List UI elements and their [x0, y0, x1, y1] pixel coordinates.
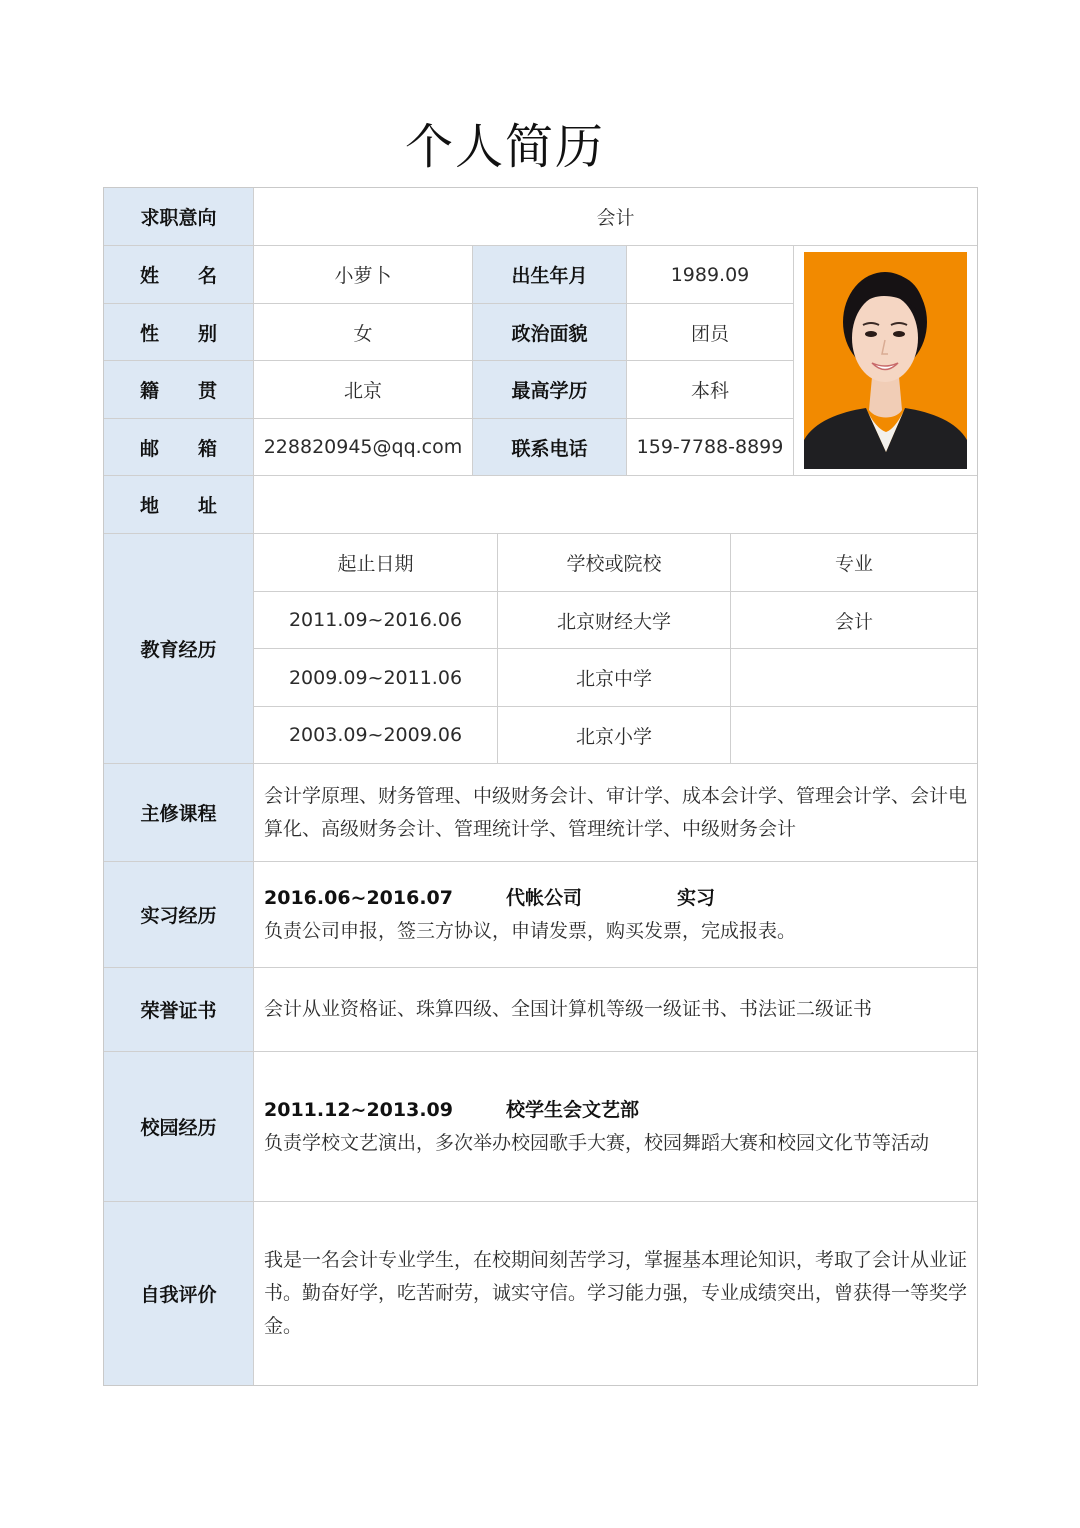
portrait-illustration — [804, 252, 967, 469]
value-origin: 北京 — [254, 361, 473, 419]
value-gender: 女 — [254, 304, 473, 361]
courses-cell — [254, 764, 977, 862]
edu-row-1-dates: 2011.09~2016.06 — [254, 592, 498, 649]
value-job-intent: 会计 — [254, 188, 977, 246]
edu-row-2-school: 北京中学 — [498, 649, 731, 707]
resume-table — [103, 187, 978, 1386]
label-address-char-1: 地 — [140, 495, 160, 517]
edu-row-3-dates: 2003.09~2009.06 — [254, 707, 498, 764]
label-politics: 政治面貌 — [473, 304, 627, 361]
label-origin-char-2: 贯 — [197, 380, 217, 402]
label-origin-char-1: 籍 — [140, 380, 160, 402]
internship-role: 实习 — [677, 886, 716, 909]
honors-cell — [254, 968, 977, 1052]
self-eval-cell — [254, 1202, 977, 1385]
label-degree: 最高学历 — [473, 361, 627, 419]
edu-row-1-school: 北京财经大学 — [498, 592, 731, 649]
value-birth: 1989.09 — [627, 246, 794, 304]
edu-row-2-dates: 2009.09~2011.06 — [254, 649, 498, 707]
internship-period: 2016.06~2016.07 — [264, 886, 453, 909]
label-gender-char-2: 别 — [197, 322, 217, 345]
self-eval-text: 我是一名会计专业学生，在校期间刻苦学习，掌握基本理论知识，考取了会计从业证书。勤奋好学，吃苦耐劳，诚实守信。学习能力强，专业成绩突出，曾获得一等奖学金。 — [264, 1249, 968, 1337]
edu-header-major: 专业 — [731, 534, 977, 592]
label-address-char-2: 址 — [197, 495, 217, 517]
label-name-char-1: 姓 — [140, 265, 160, 287]
internship-cell — [254, 862, 977, 968]
value-email: 228820945@qq.com — [254, 419, 473, 476]
edu-row-3-major — [731, 707, 977, 764]
label-internship: 实习经历 — [104, 862, 254, 968]
internship-heading — [264, 882, 969, 915]
label-name-char-2: 名 — [197, 265, 217, 287]
internship-description: 负责公司申报，签三方协议，申请发票，购买发票，完成报表。 — [264, 919, 797, 942]
edu-row-1-major: 会计 — [731, 592, 977, 649]
value-address — [254, 476, 977, 534]
campus-org: 校学生会文艺部 — [506, 1098, 640, 1121]
label-birth: 出生年月 — [473, 246, 627, 304]
label-campus: 校园经历 — [104, 1052, 254, 1202]
photo-cell — [794, 246, 977, 476]
label-email-char-1: 邮 — [140, 437, 160, 460]
edu-header-dates: 起止日期 — [254, 534, 498, 592]
label-email-char-2: 箱 — [197, 437, 217, 460]
value-degree: 本科 — [627, 361, 794, 419]
label-phone: 联系电话 — [473, 419, 627, 476]
value-name: 小萝卜 — [254, 246, 473, 304]
honors-text: 会计从业资格证、珠算四级、全国计算机等级一级证书、书法证二级证书 — [264, 998, 873, 1020]
label-job-intent: 求职意向 — [104, 188, 254, 246]
campus-description: 负责学校文艺演出，多次举办校园歌手大赛，校园舞蹈大赛和校园文化节等活动 — [264, 1131, 930, 1154]
campus-period: 2011.12~2013.09 — [264, 1098, 453, 1121]
label-honors: 荣誉证书 — [104, 968, 254, 1052]
page-title: 个人简历 — [404, 119, 605, 175]
value-politics: 团员 — [627, 304, 794, 361]
profile-photo — [804, 252, 967, 469]
label-address — [104, 476, 254, 534]
value-phone: 159-7788-8899 — [627, 419, 794, 476]
label-name — [104, 246, 254, 304]
courses-text: 会计学原理、财务管理、中级财务会计、审计学、成本会计学、管理会计学、会计电算化、高级财务会计、管理统计学、管理统计学、中级财务会计 — [264, 784, 968, 840]
edu-row-2-major — [731, 649, 977, 707]
label-education: 教育经历 — [104, 534, 254, 764]
label-gender — [104, 304, 254, 361]
label-email — [104, 419, 254, 476]
campus-heading — [264, 1094, 969, 1127]
internship-company: 代帐公司 — [506, 886, 583, 909]
label-self-eval: 自我评价 — [104, 1202, 254, 1385]
edu-row-3-school: 北京小学 — [498, 707, 731, 764]
edu-header-school: 学校或院校 — [498, 534, 731, 592]
label-origin — [104, 361, 254, 419]
label-gender-char-1: 性 — [140, 322, 160, 345]
label-courses: 主修课程 — [104, 764, 254, 862]
campus-cell — [254, 1052, 977, 1202]
